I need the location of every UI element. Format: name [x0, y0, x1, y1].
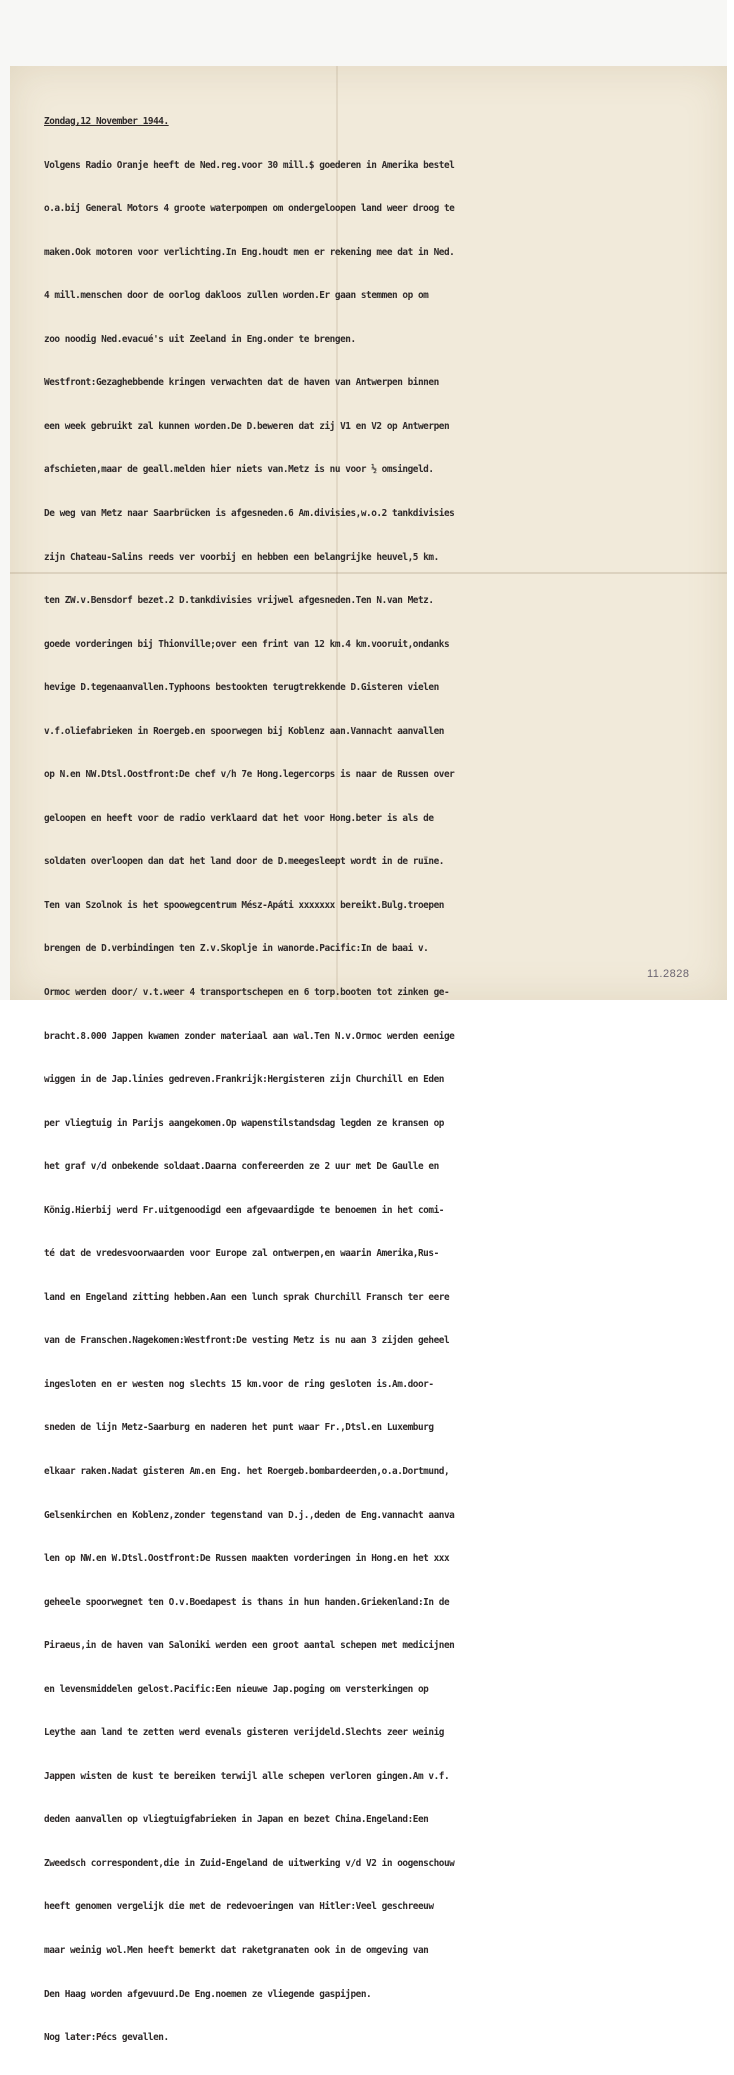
text-line: Nog later:Pécs gevallen.	[44, 2032, 169, 2044]
text-line: van de Franschen.Nageko​men:Westfront:De vesting Metz is nu aan 3 zijden geheel	[44, 1335, 450, 1347]
text-line: sneden de lijn Metz-Saarburg en naderen het punt waar Fr.,Dtsl.en Luxemburg	[44, 1422, 434, 1434]
text-line: per vliegtuig in Parijs aangekomen.Op wapenstilstandsdag legden ze kransen op	[44, 1117, 444, 1129]
text-line: maar weinig wol.Men heeft bemerkt dat raketgranaten ook in de omgeving van	[44, 1945, 429, 1956]
text-line: maken.Ook motoren voor verlichting.In Eng.houdt men er rekening mee dat in Ned.	[44, 246, 455, 258]
typed-letter-page	[10, 66, 727, 2044]
text-line: bracht.8.000 Jappen kwamen zonder materiaal aan wal.Ten N.v.Ormoc werden eenige	[44, 1030, 455, 1042]
text-line: 4 mill.menschen door de oorlog dakloos zullen worden.Er gaan stemmen op om	[44, 290, 429, 302]
text-line: Leythe aan land te zetten werd evenals gisteren verijdeld.Slechts zeer weinig	[44, 1727, 444, 1739]
text-line: op N.en NW.Dtsl.Oostfront:De chef v/h 7e Hong.legercorps is naar de Russen over	[44, 769, 455, 781]
text-line: Jappen wisten de kust te bereiken terwijl alle schepen verloren gingen.Am v.f.	[44, 1770, 450, 1782]
text-line: een week gebruikt zal kunnen worden.De D.beweren dat zij V1 en V2 op Antwerpen	[44, 420, 450, 432]
text-line: Piraeus,in de haven van Saloniki werden een groot aantal schepen met medicijnen	[44, 1640, 455, 1652]
text-line: deden aanvallen op vliegtuigfabrieken in Japan en bezet China.Engeland:Een	[44, 1814, 429, 1826]
text-line: heeft genomen vergelijk die met de redevoeringen van Hitler:Veel geschreeuw	[44, 1901, 434, 1913]
text-line: hevige D.tegenaanvallen.Typhoons bestookten terugtrekkende D.Gisteren vielen	[44, 682, 439, 694]
text-line: afschieten,maar de geall.melden hier niets van.Metz is nu voor ½ omsingeld.	[44, 464, 434, 476]
text-line: len op NW.en W.Dtsl.Oostfront:De Russen maakten vorderingen in Hong.en het xxx	[44, 1553, 450, 1565]
text-line: Ormoc werden door/ v.t.weer 4 transportschepen en 6 torp.booten tot zinken ge-	[44, 986, 450, 998]
text-line: goede vorderingen bij Thionville;over een frint van 12 km.4 km.vooruit,ondanks	[44, 638, 450, 650]
text-line: Westfront:Gezaghebbende kringen verwachten dat de haven van Antwerpen binnen	[44, 377, 439, 389]
text-line: Den Haag worden afgevuurd.De Eng.noemen ze vliegende gaspijpen.	[44, 1988, 372, 2000]
text-line: land en Engeland zitting hebben.Aan een lunch sprak Churchill Fransch ter eere	[44, 1291, 450, 1303]
text-line: elkaar raken.Nadat gisteren Am.en Eng. het Roergeb.bombardeerden,o.a.Dortmund,	[44, 1465, 450, 1477]
date-line: Zondag,12 November 1944.	[44, 116, 169, 128]
text-line: ingesloten en er westen nog slechts 15 km.voor de ring gesloten is.Am.door-	[44, 1378, 434, 1390]
text-line: soldaten overloopen dan dat het land door de D.meegesleept wordt in de ruïne.	[44, 856, 444, 868]
text-line: Volgens Radio Oranje heeft de Ned.reg.voor 30 mill.$ goederen in Amerika bestel	[44, 159, 455, 171]
text-line: het graf v/d onbekende soldaat.Daarna confereerden ze 2 uur met De Gaulle en	[44, 1161, 439, 1173]
text-line: König.Hierbij werd Fr.uitgenoodigd een afgevaardigde te benoemen in het comi-	[44, 1204, 444, 1216]
text-line: zijn Chateau-Salins reeds ver voorbij en hebben een belangrijke heuvel,5 km.	[44, 551, 439, 563]
text-line: ten ZW.v.Bensdorf bezet.2 D.tankdivisies vrijwel afgesneden.Ten N.van Metz.	[44, 595, 434, 607]
text-line: v.f.oliefabrieken in Roergeb.en spoorwegen bij Koblenz aan.Vannacht aanvallen	[44, 725, 444, 737]
text-line: brengen de D.verbindingen ten Z.v.Skoplje in wanorde.Pacific:In de baai v.	[44, 943, 429, 955]
archive-number: 11.2828	[647, 968, 690, 980]
text-line: geheele spoorwegnet ten O.v.Boedapest is thans in hun handen.Griekenland:In de	[44, 1596, 450, 1608]
text-line: wiggen in de Jap.linies gedreven.Frankrijk:Hergisteren zijn Churchill en Eden	[44, 1074, 444, 1086]
typed-text-block	[44, 86, 734, 2075]
text-line: en levensmiddelen gelost.Pacific:Een nieuwe Jap.poging om versterkingen op	[44, 1683, 429, 1695]
text-line: Gelsenkirchen en Koblenz,zonder tegenstand van D.j.,deden de Eng.vannacht aanva	[44, 1509, 455, 1521]
text-line: Zweedsch correspondent,die in Zuid-Engeland de uitwerking v/d V2 in oogenschouw	[44, 1857, 455, 1869]
text-line: geloopen en heeft voor de radio verklaard dat het voor Hong.beter is als de	[44, 812, 434, 824]
text-line: té dat de vredesvoorwaarden voor Europe zal ontwerpen,en waarin Amerika,Rus-	[44, 1248, 439, 1260]
text-line: De weg van Metz naar Saarbrücken is afgesneden.6 Am.divisies,w.o.2 tankdivisies	[44, 507, 455, 519]
text-line: zoo noodig Ned.evacué's uit Zeeland in Eng.onder te brengen.	[44, 333, 356, 345]
text-line: Ten van Szolnok is het spoowegcentrum Mész-Apáti xxxxxxx bereikt.Bulg.troepen	[44, 899, 444, 911]
text-line: o.a.bij General Motors 4 groote waterpompen om ondergeloopen land weer droog te	[44, 203, 455, 215]
